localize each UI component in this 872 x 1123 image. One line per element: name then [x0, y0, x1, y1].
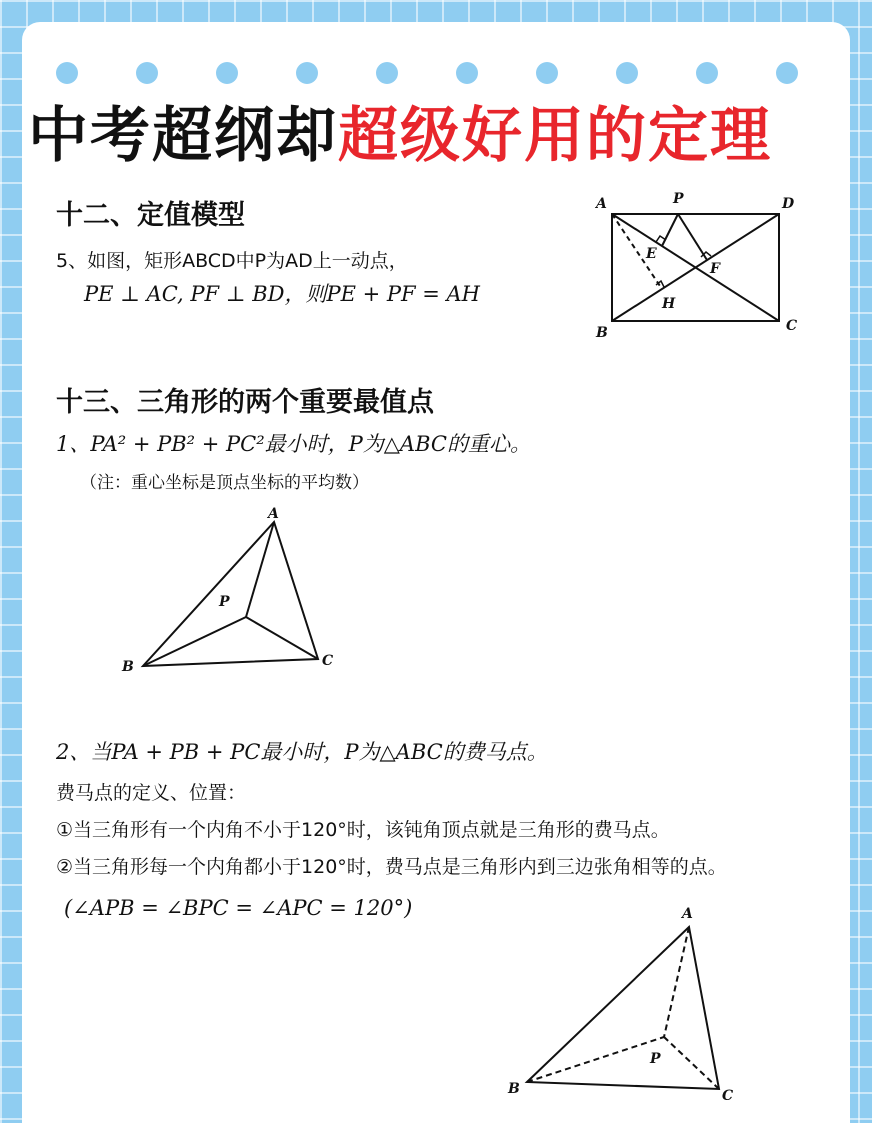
- item-5-line-1: 5、如图，矩形ABCD中P为AD上一动点，: [56, 250, 408, 272]
- fermat-rule-2: ②当三角形每一个内角都小于120°时，费马点是三角形内到三边张角相等的点。: [56, 856, 727, 878]
- item-1-note: （注：重心坐标是顶点坐标的平均数）: [80, 473, 369, 493]
- item-2-fermat: 2、当PA + PB + PC最小时，P为△ABC的费马点。: [56, 740, 548, 764]
- label-b: B: [596, 325, 608, 341]
- label-a: A: [596, 196, 607, 212]
- label-b: B: [508, 1081, 520, 1097]
- section-13-heading: 十三、三角形的两个重要最值点: [56, 387, 434, 418]
- angle-equation: (∠APB = ∠BPC = ∠APC = 120°): [64, 896, 413, 920]
- label-c: C: [786, 318, 798, 334]
- title-black-part: 中考超纲却: [28, 101, 338, 171]
- label-c: C: [322, 653, 334, 669]
- label-d: D: [782, 196, 795, 212]
- title-red-part: 超级好用的定理: [338, 101, 772, 171]
- section-12-heading: 十二、定值模型: [56, 200, 245, 231]
- label-e: E: [646, 246, 657, 262]
- segment-pb-dashed: [527, 1037, 664, 1082]
- label-a: A: [268, 506, 279, 522]
- triangle-abc: [527, 927, 719, 1089]
- fermat-definition: 费马点的定义、位置：: [56, 782, 247, 804]
- label-p: P: [650, 1051, 661, 1067]
- label-p: P: [673, 191, 684, 207]
- label-c: C: [722, 1088, 734, 1104]
- label-f: F: [710, 261, 720, 277]
- label-p: P: [219, 594, 230, 610]
- item-5-line-2: PE ⊥ AC, PF ⊥ BD，则PE + PF = AH: [84, 282, 480, 306]
- label-h: H: [662, 296, 676, 312]
- label-b: B: [122, 659, 134, 675]
- item-1-centroid: 1、PA² + PB² + PC²最小时，P为△ABC的重心。: [56, 432, 531, 456]
- fermat-rule-1: ①当三角形有一个内角不小于120°时，该钝角顶点就是三角形的费马点。: [56, 819, 670, 841]
- label-a: A: [682, 906, 693, 922]
- segment-pa-dashed: [664, 927, 689, 1037]
